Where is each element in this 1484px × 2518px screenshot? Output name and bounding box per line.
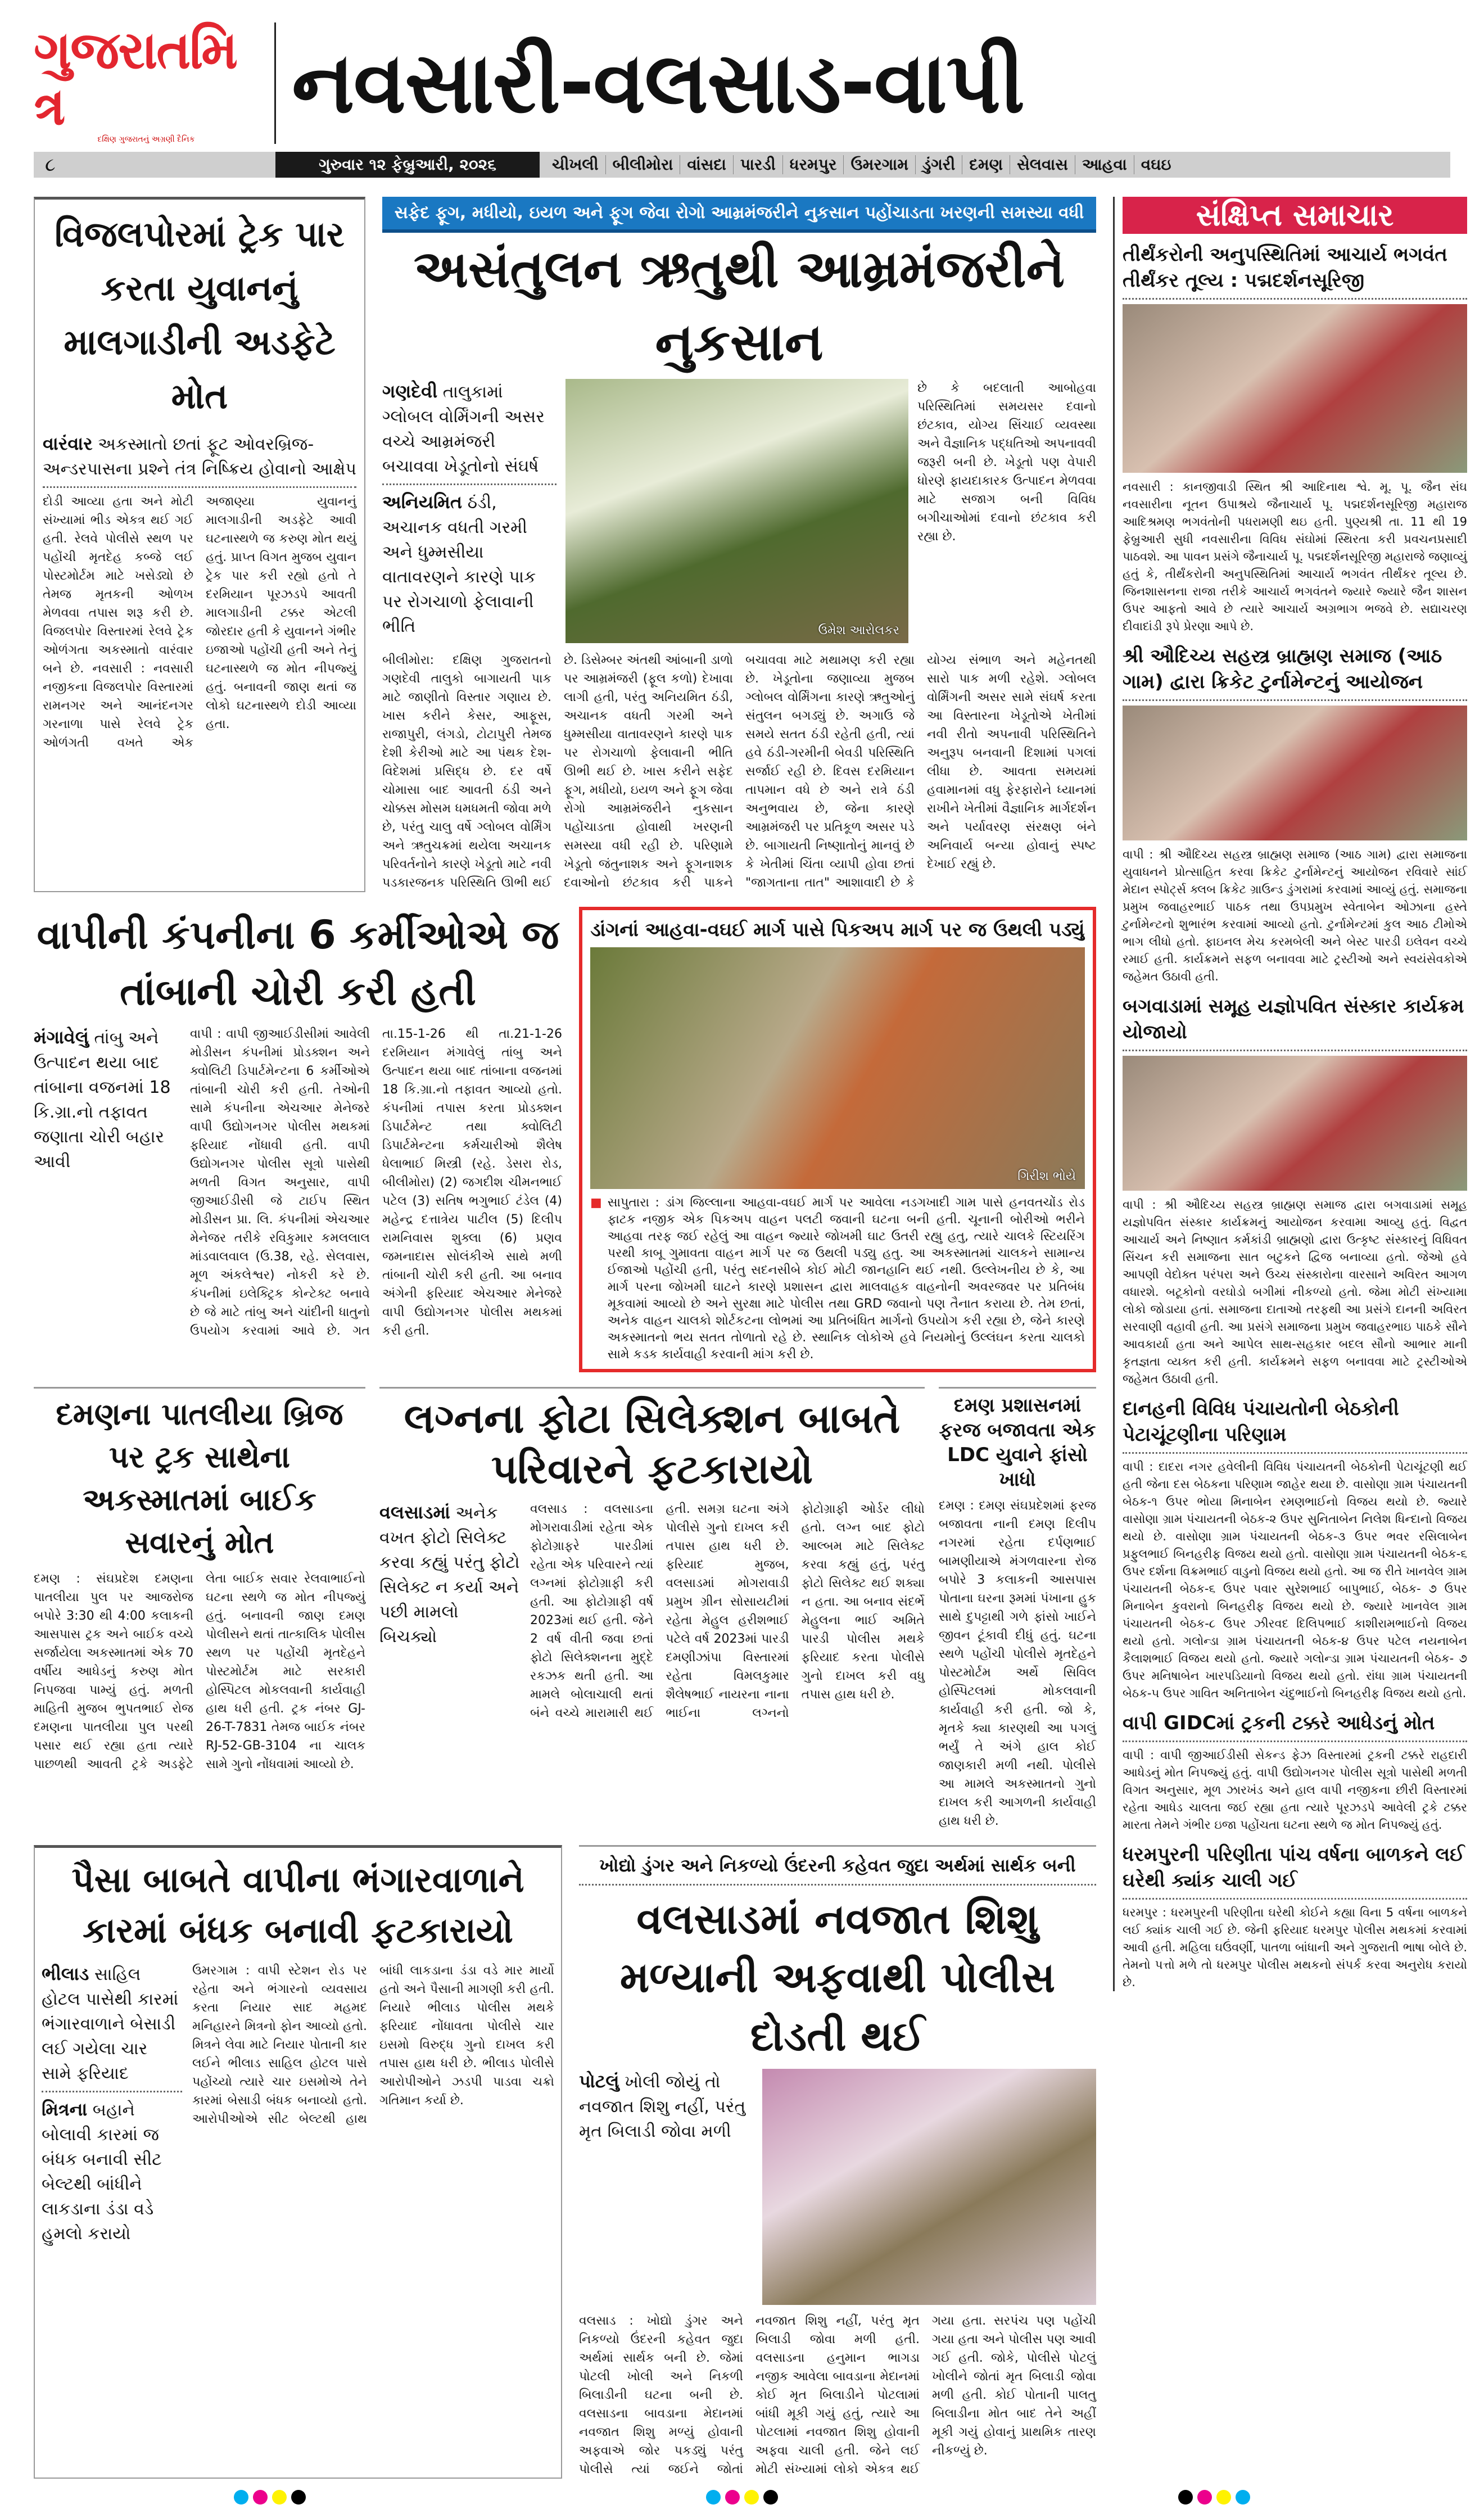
- brief-item: [1123, 1396, 1467, 1702]
- brief-headline: બગવાડામાં સમૂહ યજ્ઞોપવિત સંસ્કાર કાર્યક્રમ યોજાયો: [1123, 995, 1464, 1043]
- body-text: દમણ : સંઘપ્રદેશ દમણના પાતલીયા પુલ પર આજરોજ બપોરે 3:30 થી 4:00 કલાકની આસપાસ ટ્રક અને બાઈક વચ્ચે સર્જાયેલા અકસ્માતમાં એક 70 વર્ષીય આધેડનું કરુણ મોત નિપજવા પામ્યું હતું. મળતી માહિતી મુજબ ભુપતભાઈ રોજ દમણના પાતલીયા પુલ પરથી પસાર થઈ રહ્યા હતા ત્યારે પાછળથી આવતી ટ્રકે અડફેટે લેતા બાઈક સવાર રેલવાભાઈનો ઘટના સ્થળે જ મોત નીપજ્યું હતું. બનાવની જાણ દમણ પોલીસને થતાં તાત્કાલિક પોલીસ સ્થળ પર પહોંચી મૃતદેહને પોસ્ટમોર્ટમ માટે સરકારી હોસ્પિટલ મોકલવાની કાર્યવાહી હાથ ધરી હતી. ટ્રક નંબર GJ-26-T-7831 તેમજ બાઈક નંબર RJ-52-GB-3104 ના ચાલક સામે ગુનો નોંધવામાં આવ્યો છે.: [34, 1572, 365, 1771]
- brief-item: [1123, 1710, 1467, 1834]
- article-dang: [579, 907, 1096, 1372]
- brief-item: [1123, 993, 1467, 1388]
- lead-block: [42, 1961, 182, 2246]
- brief-body: ધરમપુર : ધરમપુરની પરિણીતા ઘરેથી કોઈને કહ્યા વિના 5 વર્ષના બાળકને લઈ ક્યાંક ચાલી ગઈ છે. જેની ફરિયાદ ધરમપુર પોલીસ મથકમાં કરવામાં આવી હતી. મહિલા ઘઉંવર્ણી, પાતળા બાંધાની અને ગુજરાતી ભાષા બોલે છે. તેમનો પત્તો મળે તો ધરમપુર પોલીસ મથકનો સંપર્ક કરવા અનુરોધ કરાયો છે.: [1123, 1906, 1467, 1989]
- article-mango: [382, 197, 1096, 892]
- lead-text: ભીલાડ સાહિલ હોટલ પાસેથી કારમાં ભંગારવાળાને બેસાડી લઈ ગયેલા ચાર સામે ફરિયાદ: [42, 1963, 179, 2083]
- main-area: [34, 197, 1096, 2479]
- headline: અસંતુલન ઋતુથી આમ્રમંજરીને નુકસાન: [413, 239, 1065, 372]
- brief-headline: દાનહની વિવિધ પંચાયતોની બેઠકોની પેટાચૂંટણીના પરિણામ: [1123, 1398, 1399, 1446]
- brief-item: [1123, 643, 1467, 985]
- place-10: વઘઇ: [1141, 155, 1171, 174]
- masthead-divider: [274, 22, 276, 144]
- lead-text-2: અનિયમિત ઠંડી, અચાનક વધતી ગરમી અને ધુમ્મસીયા વાતાવરણને કારણે પાક પર રોગચાળો ફેલાવાની ભીતિ: [382, 491, 536, 636]
- headline: વાપીની કંપનીના 6 કર્મીઓએ જ તાંબાની ચોરી કરી હતી: [37, 912, 559, 1014]
- places-list: [545, 155, 1178, 174]
- place-4: ધરમપુર: [783, 155, 844, 174]
- lead-text: ગણદેવી તાલુકામાં ગ્લોબલ વોર્મિંગની અસર વચ્ચે આમ્રમંજરી બચાવવા ખેડૂતોનો સંઘર્ષ: [382, 381, 545, 476]
- masthead: [34, 17, 1470, 152]
- brief-body: વાપી : વાપી જીઆઈડીસી સેકન્ડ ફેઝ વિસ્તારમાં ટ્રકની ટક્કરે રાહદારી આધેડનું મોત નિપજ્યું હતું. વાપી ઉદ્યોગનગર પોલીસ સૂત્રો પાસેથી મળતી વિગત અનુસાર, મૂળ ઝારખંડ અને હાલ વાપી નજીકના છીરી વિસ્તારમાં રહેતા આધેડ ચાલતા જઈ રહ્યા હતા ત્યારે પૂરઝડપે આવેલી ટ્રકે ટક્કર મારતા તેમને ગંભીર ઇજા પહોંચતા ઘટના સ્થળે જ મોત નિપજ્યું હતું.: [1123, 1748, 1467, 1832]
- mango-orchard-photo: [565, 379, 908, 643]
- date-bar: [34, 152, 1450, 178]
- article-daman-ldc: [939, 1387, 1096, 1830]
- body-text-cont: વલસાડ : ખોદ્યો ડુંગર અને નિકળ્યો ઉંદરની કહેવત જુદા અર્થમાં સાર્થક બની છે. જેમાં પોટલી ખોલી અને નિકળી બિલાડીની ઘટના બની છે. વલસાડના બાવડાના મેદાનમાં નવજાત શિશુ મળ્યું હોવાની અફવાએ જોર પકડ્યું પરંતુ પોલીસે ત્યાં જઈને જોતાં નવજાત શિશુ નહીં, પરંતુ મૃત બિલાડી જોવા મળી હતી. વલસાડના હનુમાન ભાગડા નજીક આવેલા બાવડાના મેદાનમાં કોઈ મૃત બિલાડીને પોટલામાં બાંધી મૂકી ગયું હતું, ત્યારે આ પોટલામાં નવજાત શિશુ હોવાની અફવા ચાલી હતી. જેને લઈ મોટી સંખ્યામાં લોકો એકત્ર થઈ ગયા હતા. સરપંચ પણ પહોંચી ગયા હતા અને પોલીસ પણ આવી ગઈ હતી. જોકે, પોલીસે પોટલું ખોલીને જોતાં મૃત બિલાડી જોવા મળી હતી. કોઈ પોતાની પાલતુ બિલાડીના મોત બાદ તેને અહીં મૂકી ગયું હોવાનું પ્રાથમિક તારણ નીકળ્યું છે.: [579, 2314, 1096, 2476]
- article-vapi-scrap-dealer: [34, 1845, 562, 2479]
- logo-tagline: દક્ષિણ ગુજરાતનું અગ્રણી દૈનિક: [97, 135, 195, 144]
- place-8: સેલવાસ: [1010, 155, 1075, 174]
- print-registration-marks: [232, 2490, 308, 2507]
- photo-caption: [590, 1195, 1085, 1363]
- lead-text-2: મિત્રના બહાને બોલાવી કારમાં જ બંધક બનાવી સીટ બેલ્ટથી બાંધીને લાકડાના ડંડા વડે હુમલો કરાયો: [42, 2099, 162, 2244]
- caption-text: સાપુતારા : ડાંગ જિલ્લાના આહવા-વઘઈ માર્ગ પર આવેલા નડગખાદી ગામ પાસે હનવતચોંડ રોડ ફાટક નજીક એક પિકઅપ વાહન પલટી જવાની ઘટના બની હતી. ચૂનાની બોરીઓ ભરીને આહવા તરફ જઈ રહેલું આ વાહન જ્યારે જોખમી ઘાટ ઉતરી રહ્યુ હતુ, ત્યારે ચાલકે સ્ટિયરિંગ પરથી કાબૂ ગુમાવતા વાહન માર્ગ પર જ ઉથલી પડ્યુ હતુ. આ અકસ્માતમાં ચાલકને સામાન્ય ઈજાઓ પહોંચી હતી, પરંતુ સદનસીબે કોઈ મોટી જાનહાનિ થઈ નથી. ઉલ્લેખનીય છે કે, આ માર્ગ પરના જોખમી ઘાટને કારણે પ્રશાસન દ્વારા માલવાહક વાહનોની અવરજવર પર પ્રતિબંધ મૂકવામાં આવ્યો છે અને સુરક્ષા માટે પોલીસ તથા GRD જવાનો પણ તૈનાત કરાયા છે. તેમ છતાં, અનેક વાહન ચાલકો શોર્ટકટના લોભમાં આ પ્રતિબંધિત માર્ગનો ઉપયોગ કરી રહ્યા છે, જેને કારણે અકસ્માતનો ભય સતત તોળાતો રહે છે. સ્થાનિક લોકોએ હવે નિયમોનું ઉલ્લંઘન કરતા ચાલકો સામે કડક કાર્યવાહી કરવાની માંગ કરી છે.: [607, 1196, 1085, 1362]
- place-5: ઉમરગામ: [844, 155, 915, 174]
- section-title: સંક્ષિપ્ત સમાચાર: [1123, 197, 1467, 234]
- photo-credit: ગિરીશ ભોયે: [1017, 1169, 1076, 1183]
- photo-credit: ઉમેશ આરોલકર: [818, 623, 899, 638]
- brief-headline: તીર્થંકરોની અનુપસ્થિતિમાં આચાર્ય ભગવંત તીર્થંકર તૂલ્ય : પદ્મદર્શનસૂરિજી: [1123, 243, 1447, 292]
- body-text: દમણ : દમણ સંઘપ્રદેશમાં ફરજ બજાવતા નાની દમણ દિલીપ નગરમાં રહેતા દર્પણભાઈ બામણીયાએ મંગળવારના રોજ બપોરે 3 કલાકની આસપાસ પોતાના ઘરના રૂમમાં પંખાના હુક સાથે દુપટ્ટાથી ગળે ફાંસો ખાઈને જીવન ટૂંકાવી દીધું હતું. ઘટના સ્થળે પહોંચી પોલીસે મૃતદેહને પોસ્ટમોર્ટમ અર્થે સિવિલ હોસ્પિટલમાં મોકલવાની કાર્યવાહી કરી હતી. જો કે, મૃતકે ક્યા કારણથી આ પગલું ભર્યું તે અંગે હાલ કોઈ જાણકારી મળી નથી. પોલીસે આ મામલે અકસ્માતનો ગુનો દાખલ કરી આગળની કાર્યવાહી હાથ ધરી છે.: [939, 1499, 1096, 1828]
- body-text: બીલીમોરા: દક્ષિણ ગુજરાતનો ગણદેવી તાલુકો બાગાયતી પાક માટે જાણીતો વિસ્તાર ગણાય છે. ખાસ કરીને કેસર, આફૂસ, રાજાપુરી, લંગડો, ટોટાપુરી તેમજ દેશી કેરીઓ માટે આ પંથક દેશ-વિદેશમાં પ્રસિદ્ધ છે. દર વર્ષે ચોમાસા બાદ આવતી ઠંડી અને ચોક્કસ મોસમ ધમધમતી જોવા મળે છે, પરંતુ ચાલુ વર્ષે ગ્લોબલ વોર્મિંગ અને ઋતુચક્રમાં થયેલા અચાનક પરિવર્તનોને કારણે ખેડૂતો માટે નવી પડકારજનક પરિસ્થિતિ ઊભી થઈ છે. ડિસેમ્બર અંતથી આંબાની ડાળો પર આમ્રમંજરી (ફૂલ કળો) દેખાવા લાગી હતી, પરંતુ અનિયમિત ઠંડી, અચાનક વધતી ગરમી અને ધુમ્મસીયા વાતાવરણને કારણે પાક પર રોગચાળો ફેલાવાની ભીતિ ઊભી થઈ છે. ખાસ કરીને સફેદ ફૂગ, મધીયો, ઇયળ અને ફૂગ જેવા રોગો આમ્રમંજરીને નુકસાન પહોંચાડતા હોવાથી ખરણની સમસ્યા વધી રહી છે. પરિણામે ખેડૂતો જંતુનાશક અને ફૂગનાશક દવાઓનો છંટકાવ કરી પાકને બચાવવા માટે મથામણ કરી રહ્યા છે. ખેડૂતોના જણાવ્યા મુજબ ગ્લોબલ વોર્મિંગના કારણે ઋતુઓનું સંતુલન બગડ્યું છે. અગાઉ જે સમયે સતત ઠંડી રહેતી હતી, ત્યાં હવે ઠંડી-ગરમીની બેવડી પરિસ્થિતિ સર્જાઈ રહી છે. દિવસ દરમિયાન તાપમાન વધે છે અને રાત્રે ઠંડી અનુભવાય છે, જેના કારણે આમ્રમંજરી પર પ્રતિકૂળ અસર પડે છે. બાગાયતી નિષ્ણાતોનું માનવું છે કે ખેતીમાં ચિંતા વ્યાપી હોવા છતાં "જાગતાના તાત" આશાવાદી છે કે યોગ્ય સંભાળ અને મહેનતથી સારો પાક મળી રહેશે. ગ્લોબલ વોર્મિંગની અસર સામે સંઘર્ષ કરતા આ વિસ્તારના ખેડૂતોએ ખેતીમાં નવી રીતો અપનાવી પરિસ્થિતિને અનુરૂપ બનવાની દિશામાં પગલાં લીધા છે. આવતા સમયમાં હવામાનમાં વધુ ફેરફારોને ધ્યાનમાં રાખીને ખેતીમાં વૈજ્ઞાનિક માર્ગદર્શન અને પર્યાવરણ સંરક્ષણ બંને અનિવાર્ય બન્યા હોવાનું સ્પષ્ટ દેખાઈ રહ્યું છે.: [382, 653, 1096, 890]
- place-3: પારડી: [734, 155, 783, 174]
- newspaper-logo: [34, 22, 259, 144]
- logo-text: ગુજરાતમિત્ર: [34, 20, 237, 137]
- place-0: ચીખલી: [545, 155, 606, 174]
- headline: ડાંગનાં આહવા-વઘઈ માર્ગ પાસે પિકઅપ માર્ગ પર જ ઉથલી પડ્યું: [590, 919, 1085, 941]
- brief-headline: વાપી GIDCમાં ટ્રકની ટક્કરે આધેડનું મોત: [1123, 1712, 1435, 1734]
- bullet-icon: ■: [590, 1196, 602, 1210]
- overturned-pickup-photo: [590, 947, 1085, 1189]
- headline: દમણ પ્રશાસનમાં ફરજ બજાવતા એક LDC યુવાને ફાંસો ખાધો: [939, 1394, 1096, 1491]
- article-vapi-copper: [34, 907, 562, 1372]
- brief-headline: શ્રી ઔદિચ્ય સહસ્ત્ર બ્રાહ્મણ સમાજ (આઠ ગામ) દ્વારા ક્રિકેટ ટુર્નામેન્ટનું આયોજન: [1123, 645, 1442, 693]
- brief-body: નવસારી : કાનજીવાડી સ્થિત શ્રી આદિનાથ શ્વે. મૂ. પૂ. જૈન સંઘ નવસારીના નૂતન ઉપાશ્રયે જૈનાચાર્ય પૂ. પદ્મદર્શનસૂરિજી મહારાજ આદિશ્રમણ ભગવંતોની પધરામણી થઇ હતી. પુણ્યશ્રી તા. 11 થી 19 ફેબ્રુઆરી સુધી નવસારીના વિવિધ સંઘોમાં સ્થિરતા કરી પ્રવચનપ્રસાદી પાઠવશે. આ પાવન પ્રસંગે જૈનાચાર્ય પૂ. પદ્મદર્શનસૂરિજી મહારાજે જણાવ્યું હતું કે, તીર્થંકરોની અનુપસ્થિતિમાં આચાર્ય ભગવંત તીર્થંકર તૂલ્ય છે. જિનશાસનના રાજા તરીકે આચાર્ય ભગવંતને જ્યારે જ્યારે જૈન શાસન ઉપર આફતો આવે છે ત્યારે આચાર્ય અગ્રભાગ ભજવે છે. સદ્યાચરણ દીવાદાંડી રૂપે પ્રેરણા આપે છે.: [1123, 480, 1467, 633]
- article-daman-bridge: [34, 1387, 365, 1830]
- lead-text: વારંવાર અકસ્માતો છતાં ફૂટ ઓવરબ્રિજ-અન્ડરપાસના પ્રશ્ને તંત્ર નિષ્ક્રિય હોવાનો આક્ષેપ: [43, 433, 356, 479]
- article-wedding-photos: [379, 1387, 925, 1830]
- brief-item: [1123, 1842, 1467, 1991]
- lead-text: પોટલું ખોલી જોયું તો નવજાત શિશુ નહીં, પરંતુ મૃત બિલાડી જોવા મળી: [579, 2071, 746, 2141]
- body-text-right: છે કે બદલાતી આબોહવા પરિસ્થિતિમાં સમયસર દવાનો છંટકાવ, યોગ્ય સિંચાઈ વ્યવસ્થા અને વૈજ્ઞાનિક પદ્ધતિઓ અપનાવવી જરૂરી બની છે. ખેડૂતો પણ વેપારી ધોરણે ફાયદાકારક ઉત્પાદન મેળવવા માટે સજાગ બની વિવિધ બગીચાઓમાં દવાનો છંટકાવ કરી રહ્યા છે.: [917, 381, 1096, 544]
- place-1: બીલીમોરા: [606, 155, 681, 174]
- print-registration-marks-row: [34, 2490, 1450, 2507]
- kicker: ખોદ્યો ડુંગર અને નિકળ્યો ઉંદરની કહેવત જુદા અર્થમાં સાર્થક બની: [599, 1855, 1076, 1876]
- lead-text: મંગાવેલું તાંબુ અને ઉત્પાદન થયા બાદ તાંબાના વજનમાં 18 કિ.ગ્રા.નો તફાવત જણાતા ચોરી બહાર આવી: [34, 1027, 171, 1172]
- body-text: દોડી આવ્યા હતા અને મોટી સંખ્યામાં ભીડ એકત્ર થઈ ગઈ હતી. રેલવે પોલીસે સ્થળ પર પહોંચી મૃતદેહ કબ્જે લઈ પોસ્ટમોર્ટમ માટે ખસેડ્યો છે તેમજ મૃતકની ઓળખ મેળવવા તપાસ શરૂ કરી છે. વિજલપોર વિસ્તારમાં રેલવે ટ્રેક ઓળંગતા અકસ્માતો વારંવાર બને છે. નવસારી : નવસારી નજીકના વિજલપોર વિસ્તારમાં રામનગર અને આનંદનગર ગરનાળા પાસે રેલવે ટ્રેક ઓળંગતી વખતે એક અજાણ્યા યુવાનનું માલગાડીની અડફેટે આવી ઘટનાસ્થળે જ કરુણ મોત થયું હતું. પ્રાપ્ત વિગત મુજબ યુવાન ટ્રેક પાર કરી રહ્યો હતો તે દરમિયાન પૂરઝડપે આવતી માલગાડીની ટક્કર એટલી જોરદાર હતી કે યુવાનને ગંભીર ઇજાઓ પહોંચી હતી અને તેનું ઘટનાસ્થળે જ મોત નીપજ્યું હતું. બનાવની જાણ થતાં જ લોકો ઘટનાસ્થળે દોડી આવ્યા હતા.: [43, 495, 356, 750]
- headline: વિજલપોરમાં ટ્રેક પાર કરતા યુવાનનું માલગાડીની અડફેટે મોત: [55, 214, 345, 417]
- brief-body: વાપી : શ્રી ઔદિચ્ય સહસ્ત્ર બ્રાહ્મણ સમાજ દ્વારા બગવાડામાં સમૂહ યજ્ઞોપવિત સંસ્કાર કાર્યક્રમનું આયોજન કરવામા આવ્યુ હતું. વિદ્વત આચાર્ય અને નિષ્ણાત કર્મકાંડી બ્રાહ્મણો દ્વારા ઉત્કૃષ્ટ સંસ્કારનું વિધિવત સિંચન કરી સમાજના સાત બટુકને દ્વિજ બનાવ્યા હતો. જેઓ હવે આપણી વેદોક્ત પરંપરા અને ઉચ્ચ સંસ્કારોના વારસાને અવિરત આગળ વધારશે. બટૂકોનો વરઘોડો બગીમાં નીકળ્યો હતો. જેમા મોટી સંખ્યામા લોકો જોડાયા હતાં. સમાજના દાતાઓ તરફથી આ પ્રસંગે દાનની અવિરત સરવાણી વહાવી હતી. આ પ્રસંગે સમાજના પ્રમુખ જવાહરભાઇ પાઠકે સૌને આવકાર્યા હતા અને આપેલ સાથ-સહકાર બદલ સૌનો આભાર માની કૃતજ્ઞતા વ્યક્ત કરી હતી. કાર્યક્રમને સફળ બનાવવા માટે ટ્રસ્ટીઓએ જહેમત ઉઠાવી હતી.: [1123, 1198, 1467, 1386]
- article-vijalpor: [34, 197, 365, 892]
- edition-title: નવસારી-વલસાડ-વાપી: [292, 34, 1024, 132]
- brief-news-column: [1113, 197, 1467, 1991]
- brief-photo: [1123, 1056, 1467, 1191]
- page-number: ૮: [45, 153, 56, 176]
- lead-text: વલસાડમાં અનેક વખત ફોટો સિલેક્ટ કરવા કહ્યું પરંતુ ફોટો સિલેક્ટ ન કર્યા અને પછી મામલો બિચક્યો: [379, 1502, 520, 1647]
- headline: વલસાડમાં નવજાત શિશુ મળ્યાની અફવાથી પોલીસ દોડતી થઈ: [619, 1895, 1056, 2060]
- headline: લગ્નના ફોટા સિલેક્શન બાબતે પરિવારને ફટકારાયો: [404, 1395, 901, 1493]
- headline: દમણના પાતલીયા બ્રિજ પર ટ્રક સાથેના અકસ્માતમાં બાઈક સવારનું મોત: [56, 1396, 343, 1560]
- body-text: વાપી : વાપી જીઆઈડીસીમાં આવેલી મોડીસન કંપનીમાં પ્રોડક્શન અને ક્વોલિટી ડિપાર્ટમેન્ટના 6 કર્મીઓએ તાંબાની ચોરી કરી હતી. તેઓની સામે કંપનીના એચઆર મેનેજરે વાપી ઉદ્યોગનગર પોલીસ મથકમાં ફરિયાદ નોંધાવી હતી. વાપી ઉદ્યોગનગર પોલીસ સૂત્રો પાસેથી મળતી વિગત અનુસાર, વાપી જીઆઈડીસી જે ટાઈપ સ્થિત મોડીસન પ્રા. લિ. કંપનીમાં એચઆર મેનેજર તરીકે રવિકુમાર કમલલાલ માંડવાલવાલ (ઉ.38, રહે. સેલવાસ, મૂળ અંકલેશ્વર) નોકરી કરે છે. કંપનીમાં ઇલેક્ટ્રિક કોન્ટેક્ટ બનાવે છે જે માટે તાંબુ અને ચાંદીની ધાતુનો ઉપયોગ કરવામાં આવે છે. ગત તા.15-1-26 થી તા.21-1-26 દરમિયાન મંગાવેલું તાંબુ અને ઉત્પાદન થયા બાદ તાંબાના વજનમાં 18 કિ.ગ્રા.નો તફાવત આવ્યો હતો. કંપનીમાં તપાસ કરતા પ્રોડક્શન ડિપાર્ટમેન્ટ તથા ક્વોલિટી ડિપાર્ટમેન્ટના કર્મચારીઓ શૈલેષ ધેલાભાઈ મિસ્ત્રી (રહે. ડેસરા રોડ, બીલીમોરા) (2) જગદીશ ચીમનભાઈ પટેલ (3) સતિષ ભગુભાઈ ટંડેલ (4) મહેન્દ્ર દત્તાત્રેય પાટીલ (5) દિલીપ રામનિવાસ શુક્લા (6) પ્રણવ જમનાદાસ સોલંકીએ સાથે મળી તાંબાની ચોરી કરી હતી. આ બનાવ અંગેની ફરિયાદ એચઆર મેનેજરે વાપી ઉદ્યોગનગર પોલીસ મથકમાં કરી હતી.: [190, 1027, 562, 1338]
- place-2: વાંસદા: [680, 155, 734, 174]
- article-valsad-newborn-rumor: [579, 1845, 1096, 2479]
- place-7: દમણ: [962, 155, 1010, 174]
- bundle-photo: [762, 2069, 1096, 2305]
- brief-photo: [1123, 304, 1467, 473]
- kicker: સફેદ ફૂગ, મધીયો, ઇયળ અને ફૂગ જેવા રોગો આમ્રમંજરીને નુકસાન પહોંચાડતા ખરણની સમસ્યા વધી: [382, 197, 1096, 233]
- body-text: ઉમરગામ : વાપી સ્ટેશન રોડ પર રહેતા અને ભંગારનો વ્યવસાય કરતા નિયાર સાદ મહમદ મનિહારને મિત્રનો ફોન આવ્યો હતો. મિત્રને લેવા માટે નિયાર પોતાની કાર લઈને ભીલાડ સાહિલ હોટલ પાસે પહોંચ્યો ત્યારે ચાર ઇસમોએ તેને કારમાં બેસાડી બંધક બનાવ્યો હતો. આરોપીઓએ સીટ બેલ્ટથી હાથ બાંધી લાકડાના ડંડા વડે માર માર્યો હતો અને પૈસાની માગણી કરી હતી. નિયારે ભીલાડ પોલીસ મથકે ફરિયાદ નોંધાવતા પોલીસે ચાર ઇસમો વિરુદ્ધ ગુનો દાખલ કરી તપાસ હાથ ધરી છે. ભીલાડ પોલીસે આરોપીઓને ઝડપી પાડવા ચક્રો ગતિમાન કર્યા છે.: [192, 1964, 554, 2126]
- headline: પૈસા બાબતે વાપીના ભંગારવાળાને કારમાં બંધક બનાવી ફટકારાયો: [71, 1859, 524, 1951]
- place-6: ડુંગરી: [916, 155, 962, 174]
- print-registration-marks-3: [1176, 2490, 1252, 2507]
- place-9: આહવા: [1075, 155, 1134, 174]
- brief-photo: [1123, 706, 1467, 840]
- print-registration-marks-2: [704, 2490, 780, 2507]
- brief-item: [1123, 242, 1467, 635]
- lead-block: [382, 379, 556, 639]
- edition-date: ગુરુવાર ૧૨ ફેબ્રુઆરી, ૨૦૨૬: [275, 152, 540, 178]
- body-text: વલસાડ : વલસાડના મોગરાવાડીમાં રહેતા એક ફોટોગ્રાફરે પારડીમાં રહેતા એક પરિવારને ત્યાં લગ્નમાં ફોટોગ્રાફી કરી હતી. આ ફોટોગ્રાફી વર્ષ 2023માં થઈ હતી. જેને 2 વર્ષ વીતી જવા છતાં ફોટો સિલેક્શનના મુદ્દે રકઝક થતી હતી. આ મામલે બોલાચાલી થતાં બંને વચ્ચે મારામારી થઈ હતી. સમગ્ર ઘટના અંગે પોલીસે ગુનો દાખલ કરી તપાસ હાથ ધરી છે. ફરિયાદ મુજબ, વલસાડમાં મોગરાવાડી પ્રમુખ ગ્રીન સોસાયટીમાં રહેતા મેહુલ હરીશભાઈ પટેલે વર્ષ 2023માં પારડી દમણીઝાંપા વિસ્તારમાં રહેતા વિમલકુમાર શૈલેષભાઈ નાયરના નાના ભાઈના લગ્નનો ફોટોગ્રાફી ઓર્ડર લીધો હતો. લગ્ન બાદ ફોટો આલ્બમ માટે સિલેક્ટ કરવા કહ્યું હતું, પરંતુ ફોટો સિલેક્ટ થઈ શક્યા ન હતા. આ બનાવ સંદર્ભે મેહુલના ભાઈ અમિતે પારડી પોલીસ મથકે ફરિયાદ કરતા પોલીસે ગુનો દાખલ કરી વધુ તપાસ હાથ ધરી છે.: [530, 1502, 925, 1720]
- brief-body: વાપી : દાદરા નગર હવેલીની વિવિધ પંચાયતની બેઠકોની પેટાચૂંટણી થઈ હતી જેના દસ બેઠકના પરિણામ જાહેર થયા છે. વાસોણા ગ્રામ પંચાયતની બેઠક-૧ ઉપર ભોયા મિનાબેન રમણભાઈનો વિજય થયો છે. જ્યારે વાસોણા ગ્રામ પંચાયતની બેઠક-૨ ઉપર સુનિતાબેન નિલેશ ધિન્દાનો વિજય થયો છે. વાસોણા ગ્રામ પંચાયતની બેઠક-૩ ઉપર ભવર રસિલાબેન પ્રફુલભાઈ બિનહરીફ વિજય થયો હતો. વાસોણા ગ્રામ પંચાયતની બેઠક-૬ ઉપર દર્શના વિક્રમભાઈ વાડુનો વિજય થયો હતો. આ જ રીતે ખાનવેલ ગ્રામ પંચાયતની બેઠક-૬ ઉપર પવાર સુરેશભાઈ બાપુભાઈ, બેઠક- ૭ ઉપર મિનાબેન કુવરાનો બિનહરીફ વિજય થયો છે. જ્યારે ખાનવેલ ગ્રામ પંચાયતની બેઠક-૮ ઉપર ઝીરવદ દિલિપભાઈ કાશીરામભાઈનો વિજય થયો હતો. ગલોન્ડા ગ્રામ પંચાયતની બેઠક-૪ ઉપર પટેલ નયનાબેન કૈલાશભાઈ વિજય થયો હતો. જ્યારે ગલોન્ડા ગ્રામ પંચાયતની બેઠક- ૭ ઉપર મનિષાબેન ખારપડિયાનો વિજય થયો હતો. રાંધા ગ્રામ પંચાયતની બેઠક-૫ ઉપર ગાવિત અનિતાબેન ચંદુભાઈનો બિનહરીફ વિજય થયો હતો.: [1123, 1460, 1467, 1700]
- brief-body: વાપી : શ્રી ઔદિચ્ય સહસ્ત્ર બ્રાહ્મણ સમાજ (આઠ ગામ) દ્વારા સમાજના યુવાધનને પ્રોત્સાહિત કરવા ક્રિકેટ ટુર્નામેન્ટનું આયોજન રવિવારે સાંઈ મેદાન સ્પોર્ટ્સ ક્લબ ક્રિકેટ ગ્રાઉન્ડ ડુંગરામાં કરવામાં આવ્યું હતું. સમાજના પ્રમુખ જવાહરભાઈ પાઠક તથા ઉપપ્રમુખ સ્વેતાબેન ઓઝાના હસ્તે ટુર્નામેન્ટનો શુભારંભ કરવામાં આવ્યો હતો. ટુર્નામેન્ટમાં કુલ આઠ ટીમોએ ભાગ લીધો હતો. ફાઇનલ મેચ કરમબેલી અને બેસ્ટ પારડી ઇલેવન વચ્ચે રમાઈ હતી. કાર્યક્રમને સફળ બનાવવા માટે ટ્રસ્ટીઓ અને સ્વયંસેવકોએ જહેમત ઉઠાવી હતી.: [1123, 848, 1467, 983]
- brief-headline: ધરમપુરની પરિણીતા પાંચ વર્ષના બાળકને લઈ ઘરેથી ક્યાંક ચાલી ગઈ: [1123, 1843, 1465, 1892]
